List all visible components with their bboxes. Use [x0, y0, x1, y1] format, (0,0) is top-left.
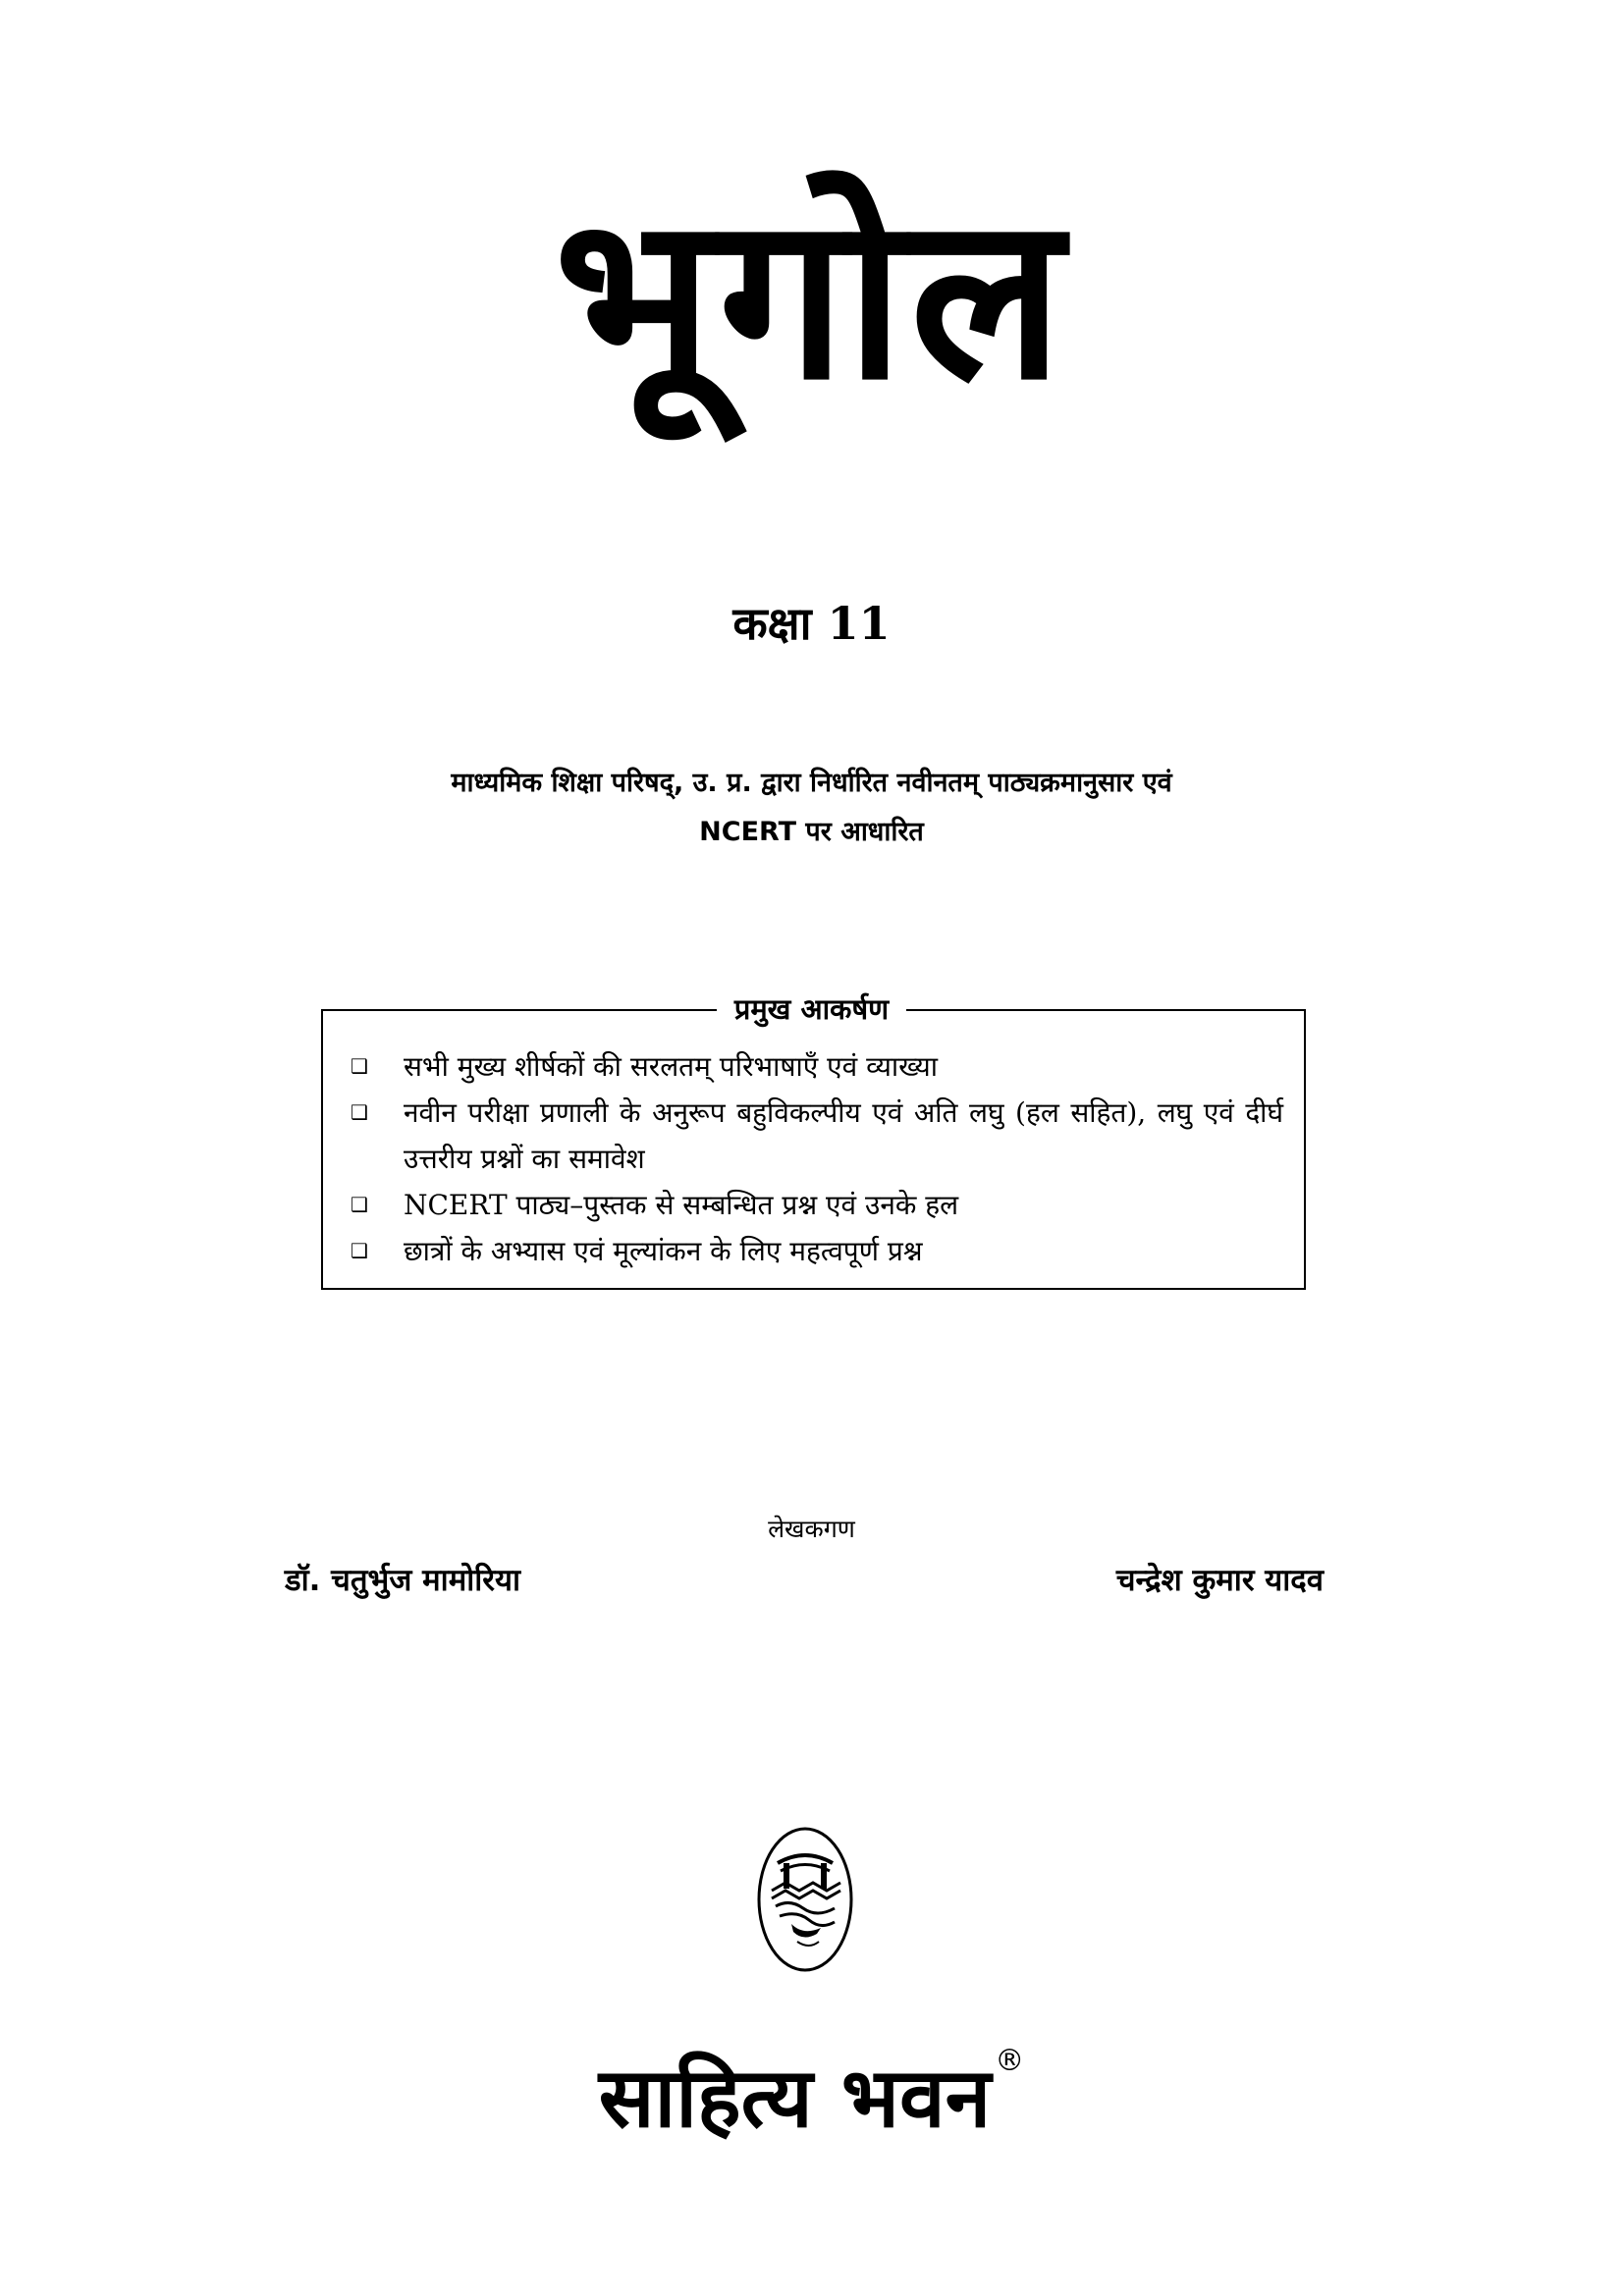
- feature-list: [351, 1043, 1283, 1274]
- feature-item-text: नवीन परीक्षा प्रणाली के अनुरूप बहुविकल्पीय एवं अति लघु (हल सहित), लघु एवं दीर्घ उत्तरीय प्रश्नों का समावेश: [404, 1096, 1283, 1175]
- features-heading-text: प्रमुख आकर्षण: [717, 992, 906, 1026]
- features-heading: [0, 991, 1623, 1027]
- authors-label: लेखकगण: [768, 1515, 855, 1543]
- syllabus-subtitle: [0, 759, 1623, 857]
- feature-item-text: NCERT पाठ्य–पुस्तक से सम्बन्धित प्रश्न एवं उनके हल: [404, 1189, 959, 1221]
- publisher-name-text: साहित्य भवन: [598, 2050, 992, 2146]
- feature-item: [351, 1182, 1283, 1228]
- feature-item: [351, 1228, 1283, 1274]
- author-name-1: डॉ. चतुर्भुज मामोरिया: [285, 1563, 520, 1598]
- registered-mark: ®: [995, 2044, 1025, 2078]
- feature-item-text: सभी मुख्य शीर्षकों की सरलतम् परिभाषाएँ एवं व्याख्या: [404, 1050, 939, 1083]
- checkbox-square-icon: ❑: [351, 1054, 368, 1078]
- author-name-2: चन्द्रेश कुमार यादव: [1115, 1563, 1324, 1598]
- publisher-emblem-icon: [756, 1826, 854, 1973]
- class-label: कक्षा 11: [732, 597, 891, 650]
- book-title: भूगोल: [554, 168, 1069, 430]
- subtitle-line-1: माध्यमिक शिक्षा परिषद्, उ. प्र. द्वारा निर्धारित नवीनतम् पाठ्यक्रमानुसार एवं: [451, 768, 1172, 798]
- feature-item: [351, 1090, 1283, 1182]
- checkbox-square-icon: ❑: [351, 1100, 368, 1124]
- checkbox-square-icon: ❑: [351, 1239, 368, 1262]
- feature-item-text: छात्रों के अभ्यास एवं मूल्यांकन के लिए महत्वपूर्ण प्रश्न: [404, 1235, 923, 1267]
- checkbox-square-icon: ❑: [351, 1193, 368, 1216]
- publisher-name: [0, 2044, 1623, 2146]
- subtitle-line-2: NCERT पर आधारित: [699, 817, 924, 847]
- feature-item: [351, 1043, 1283, 1090]
